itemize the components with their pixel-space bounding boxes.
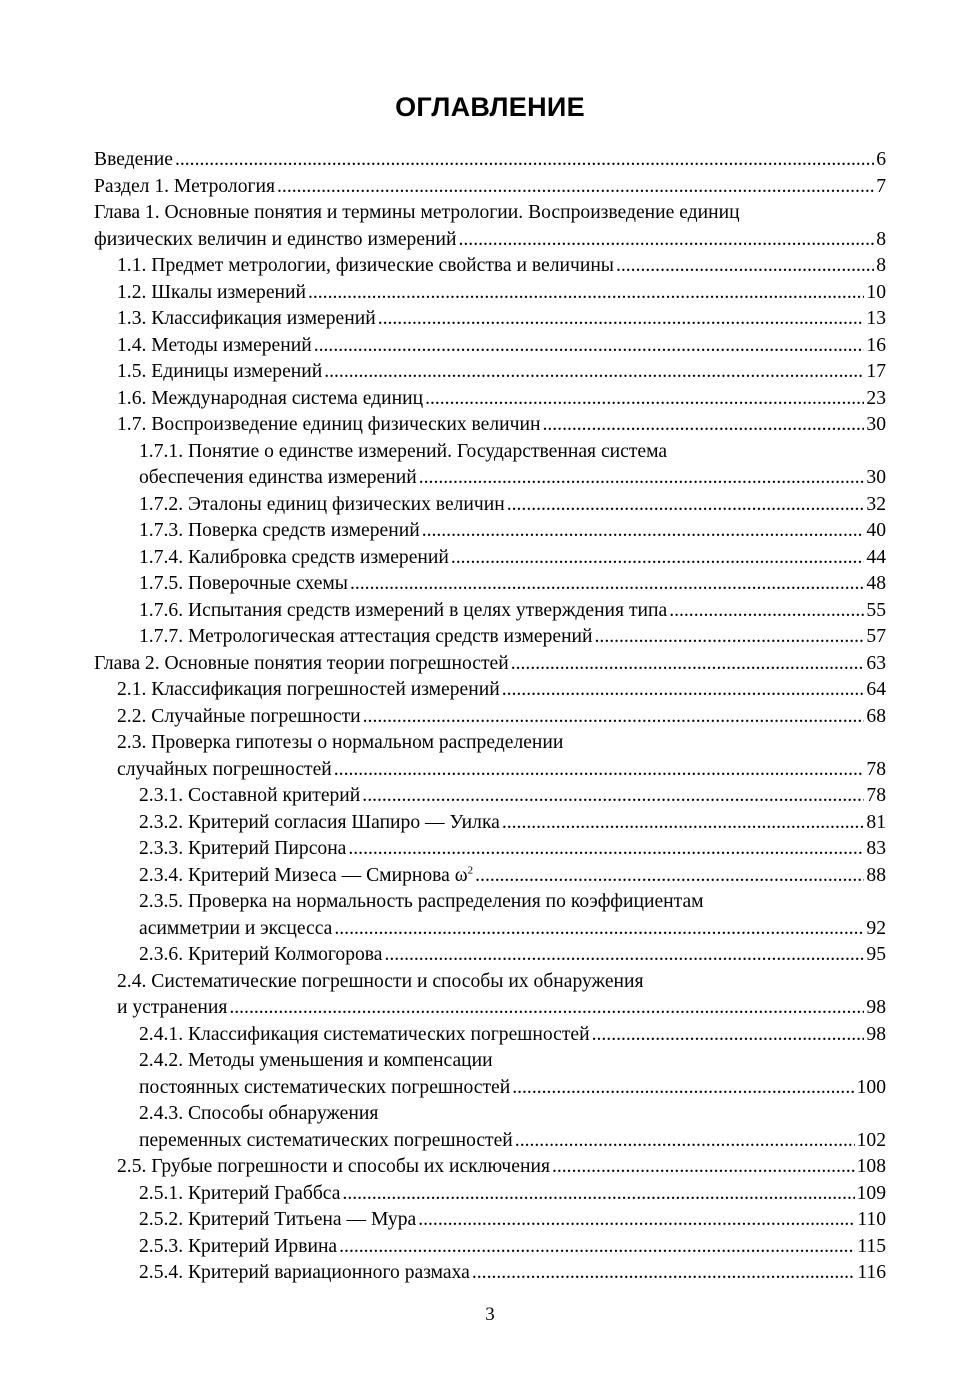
toc-entry-text: 2.5.1. Критерий Граббса bbox=[139, 1182, 341, 1204]
toc-entry-text: обеспечения единства измерений bbox=[139, 467, 417, 488]
toc-entry-text: 2.3.2. Критерий согласия Шапиро — Уилка bbox=[139, 811, 500, 833]
toc-entry-line[interactable] bbox=[94, 677, 886, 704]
toc-entry-line[interactable] bbox=[94, 386, 886, 413]
toc-entry-text: физических величин и единство измерений bbox=[94, 228, 457, 250]
toc-entry-line[interactable] bbox=[94, 227, 886, 254]
dot-leader bbox=[507, 492, 865, 519]
toc-entry[interactable] bbox=[94, 439, 886, 492]
dot-leader bbox=[552, 1154, 855, 1181]
toc-entry[interactable] bbox=[94, 783, 886, 810]
toc-entry-line[interactable] bbox=[94, 1260, 886, 1287]
toc-page-number: 7 bbox=[876, 175, 886, 197]
toc-entry-text: 1.2. Шкалы измерений bbox=[117, 281, 306, 303]
toc-entry-line[interactable] bbox=[94, 1234, 886, 1261]
toc-entry[interactable] bbox=[94, 598, 886, 625]
toc-entry-text: асимметрии и эксцесса bbox=[139, 917, 333, 939]
toc-entry-text: 2.4.1. Классификация систематических погрешностей bbox=[139, 1023, 590, 1045]
toc-entry-line[interactable] bbox=[94, 757, 886, 784]
toc-entry-text: 2.3.3. Критерий Пирсона bbox=[139, 838, 347, 859]
dot-leader bbox=[451, 545, 865, 572]
toc-entry-line[interactable] bbox=[94, 147, 886, 174]
toc-entry-text: 2.3. Проверка гипотезы о нормальном распределении bbox=[117, 732, 564, 753]
toc-entry-line[interactable] bbox=[94, 1022, 886, 1049]
toc-entry-text: 1.5. Единицы измерений bbox=[117, 361, 323, 382]
dot-leader bbox=[475, 863, 864, 890]
toc-page-number: 78 bbox=[866, 785, 886, 806]
toc-entry-text: 1.7.2. Эталоны единиц физических величин bbox=[139, 493, 505, 515]
dot-leader bbox=[669, 598, 864, 625]
dot-leader bbox=[515, 1128, 855, 1155]
dot-leader bbox=[616, 253, 874, 280]
toc-entry-heading-line bbox=[94, 1101, 886, 1128]
toc-entry-line[interactable] bbox=[94, 995, 886, 1022]
dot-leader bbox=[385, 942, 865, 969]
toc-entry-heading-line bbox=[94, 889, 886, 916]
toc-entry-text: 1.7.3. Поверка средств измерений bbox=[139, 520, 420, 541]
toc-page-number: 55 bbox=[866, 599, 886, 621]
toc-entry-text: 2.3.6. Критерий Колмогорова bbox=[139, 944, 383, 965]
toc-page-number: 109 bbox=[856, 1182, 886, 1204]
dot-leader bbox=[425, 386, 864, 413]
toc-entry-heading-line bbox=[94, 969, 886, 996]
dot-leader bbox=[314, 333, 865, 360]
toc-entry[interactable] bbox=[94, 969, 886, 1022]
dot-leader bbox=[592, 1022, 865, 1049]
toc-entry-text: 2.5.3. Критерий Ирвина bbox=[139, 1235, 338, 1257]
toc-entry-line[interactable] bbox=[94, 545, 886, 572]
toc-entry[interactable] bbox=[94, 624, 886, 651]
dot-leader bbox=[511, 651, 865, 678]
toc-entry-line[interactable] bbox=[94, 651, 886, 678]
toc-page-number: 30 bbox=[866, 467, 886, 488]
dot-leader bbox=[334, 757, 865, 784]
toc-entry-line[interactable] bbox=[94, 836, 886, 863]
toc-entry-text: 2.5. Грубые погрешности и способы их исключения bbox=[117, 1156, 550, 1177]
toc-entry-text: 2.4. Систематические погрешности и способы их обнаружения bbox=[117, 970, 644, 992]
toc-page-number: 115 bbox=[857, 1235, 886, 1257]
toc-page-number: 98 bbox=[866, 997, 886, 1018]
dot-leader bbox=[595, 624, 865, 651]
toc-entry[interactable] bbox=[94, 1048, 886, 1101]
toc-entry-text: 2.1. Классификация погрешностей измерений bbox=[117, 679, 500, 700]
toc-entry-heading-line bbox=[94, 730, 886, 757]
toc-entry-line[interactable] bbox=[94, 863, 886, 890]
toc-page-number: 92 bbox=[866, 917, 886, 939]
toc-page-number: 40 bbox=[866, 520, 886, 541]
toc-entry-text: переменных систематических погрешностей bbox=[139, 1129, 513, 1151]
toc-entry[interactable] bbox=[94, 545, 886, 572]
toc-entry[interactable] bbox=[94, 200, 886, 253]
toc-page-number: 8 bbox=[876, 255, 886, 276]
toc-page-number: 68 bbox=[866, 705, 886, 727]
toc-page-number: 95 bbox=[866, 944, 886, 965]
toc-page-number: 16 bbox=[866, 334, 886, 356]
toc-page-number: 10 bbox=[866, 281, 886, 303]
toc-entry-line[interactable] bbox=[94, 465, 886, 492]
toc-entry-line[interactable] bbox=[94, 571, 886, 598]
toc-entry[interactable] bbox=[94, 571, 886, 598]
toc-page-number: 108 bbox=[856, 1156, 886, 1177]
dot-leader bbox=[308, 280, 864, 307]
toc-entry[interactable] bbox=[94, 280, 886, 307]
toc-entry-line[interactable] bbox=[94, 916, 886, 943]
toc-entry-heading-line bbox=[94, 439, 886, 466]
toc-entry-line[interactable] bbox=[94, 942, 886, 969]
dot-leader bbox=[472, 1260, 855, 1287]
toc-entry[interactable] bbox=[94, 677, 886, 704]
dot-leader bbox=[502, 810, 865, 837]
dot-leader bbox=[419, 465, 865, 492]
toc-entry[interactable] bbox=[94, 863, 886, 890]
toc-page-number: 30 bbox=[866, 414, 886, 435]
toc-page-number: 8 bbox=[876, 228, 886, 250]
toc-page-number: 13 bbox=[866, 308, 886, 329]
toc-entry-text: 1.4. Методы измерений bbox=[117, 334, 312, 356]
toc-entry-text: 1.7.4. Калибровка средств измерений bbox=[139, 546, 449, 568]
toc-page-number: 78 bbox=[866, 758, 886, 780]
toc-entry-line[interactable] bbox=[94, 1207, 886, 1234]
dot-leader bbox=[362, 783, 864, 810]
toc-entry[interactable] bbox=[94, 1260, 886, 1287]
toc-entry-text: постоянных систематических погрешностей bbox=[139, 1076, 511, 1098]
toc-entry[interactable] bbox=[94, 1154, 886, 1181]
dot-leader bbox=[459, 227, 875, 254]
toc-page-number: 98 bbox=[866, 1023, 886, 1045]
toc-entry[interactable] bbox=[94, 253, 886, 280]
toc-entry-text: 1.7.7. Метрологическая аттестация средств измерений bbox=[139, 626, 593, 647]
toc-entry[interactable] bbox=[94, 1181, 886, 1208]
toc-entry-text: Введение bbox=[94, 149, 173, 170]
toc-entry[interactable] bbox=[94, 942, 886, 969]
dot-leader bbox=[324, 359, 864, 386]
toc-entry-line[interactable] bbox=[94, 810, 886, 837]
toc-entry-text: 2.2. Случайные погрешности bbox=[117, 705, 361, 727]
toc-entry[interactable] bbox=[94, 810, 886, 837]
dot-leader bbox=[542, 412, 864, 439]
toc-page-number: 110 bbox=[857, 1209, 886, 1230]
dot-leader bbox=[342, 1181, 854, 1208]
toc-entry-line[interactable] bbox=[94, 783, 886, 810]
toc-page-number: 23 bbox=[866, 387, 886, 409]
toc-page-number: 83 bbox=[866, 838, 886, 859]
toc-entry-line[interactable] bbox=[94, 518, 886, 545]
toc-page-number: 44 bbox=[866, 546, 886, 568]
dot-leader bbox=[418, 1207, 855, 1234]
toc-page-number: 81 bbox=[866, 811, 886, 833]
toc-page-number: 6 bbox=[876, 149, 886, 170]
toc-page-number: 57 bbox=[866, 626, 886, 647]
toc-entry[interactable] bbox=[94, 1207, 886, 1234]
toc-entry-line[interactable] bbox=[94, 306, 886, 333]
toc-page-number: 116 bbox=[857, 1262, 886, 1283]
toc-entry-text: Раздел 1. Метрология bbox=[94, 175, 276, 197]
toc-entry-line[interactable] bbox=[94, 253, 886, 280]
toc-entry[interactable] bbox=[94, 1101, 886, 1154]
toc-entry-line[interactable] bbox=[94, 1075, 886, 1102]
toc-entry-line[interactable] bbox=[94, 624, 886, 651]
toc-entry[interactable] bbox=[94, 651, 886, 678]
toc-entry-line[interactable] bbox=[94, 704, 886, 731]
toc-entry-text: 1.7.5. Поверочные схемы bbox=[139, 573, 348, 594]
toc-entry-text: 2.4.3. Способы обнаружения bbox=[139, 1103, 379, 1124]
toc-page-number: 64 bbox=[866, 679, 886, 700]
toc-entry-text: 2.3.5. Проверка на нормальность распределения по коэффициентам bbox=[139, 891, 704, 912]
toc-entry-text: 1.7.6. Испытания средств измерений в целях утверждения типа bbox=[139, 599, 668, 621]
toc-page-number: 100 bbox=[856, 1076, 886, 1098]
dot-leader bbox=[175, 147, 874, 174]
dot-leader bbox=[334, 916, 864, 943]
toc-entry-text: 2.5.2. Критерий Титьена — Мура bbox=[139, 1209, 417, 1230]
toc-entry-line[interactable] bbox=[94, 412, 886, 439]
toc-entry-heading-line bbox=[94, 1048, 886, 1075]
toc-entry-line[interactable] bbox=[94, 359, 886, 386]
dot-leader bbox=[348, 836, 864, 863]
toc-entry-heading-line bbox=[94, 200, 886, 227]
toc-entry[interactable] bbox=[94, 730, 886, 783]
toc-entry-line[interactable] bbox=[94, 598, 886, 625]
toc-entry-text: 2.3.1. Составной критерий bbox=[139, 785, 361, 806]
toc-entry[interactable] bbox=[94, 306, 886, 333]
toc-entry-text: случайных погрешностей bbox=[117, 758, 332, 780]
dot-leader bbox=[502, 677, 865, 704]
toc-entry-line[interactable] bbox=[94, 1154, 886, 1181]
toc-entry[interactable] bbox=[94, 889, 886, 942]
dot-leader bbox=[378, 306, 865, 333]
dot-leader bbox=[422, 518, 865, 545]
superscript: 2 bbox=[467, 863, 474, 876]
toc-page-number: 32 bbox=[866, 493, 886, 515]
toc-entry-line[interactable] bbox=[94, 492, 886, 519]
toc-entry-text: 1.6. Международная система единиц bbox=[117, 387, 424, 409]
toc-entry[interactable] bbox=[94, 704, 886, 731]
toc-entry-line[interactable] bbox=[94, 333, 886, 360]
toc-entry[interactable] bbox=[94, 147, 886, 174]
dot-leader bbox=[229, 995, 864, 1022]
toc-page-number: 102 bbox=[856, 1129, 886, 1151]
table-of-contents bbox=[94, 147, 886, 1287]
toc-entry-text: Глава 1. Основные понятия и термины метрологии. Воспроизведение единиц bbox=[94, 202, 740, 223]
toc-page-number: 48 bbox=[866, 573, 886, 594]
dot-leader bbox=[512, 1075, 854, 1102]
toc-entry[interactable] bbox=[94, 333, 886, 360]
toc-page-number: 17 bbox=[866, 361, 886, 382]
toc-entry-line[interactable] bbox=[94, 280, 886, 307]
toc-entry[interactable] bbox=[94, 1022, 886, 1049]
toc-entry-text: 1.3. Классификация измерений bbox=[117, 308, 376, 329]
page-number: 3 bbox=[485, 1304, 495, 1325]
toc-page-number: 63 bbox=[866, 652, 886, 674]
toc-entry-text: 2.4.2. Методы уменьшения и компенсации bbox=[139, 1050, 493, 1071]
toc-entry[interactable] bbox=[94, 492, 886, 519]
toc-entry-text: 2.3.4. Критерий Мизеса — Смирнова $\omega^2$ bbox=[139, 863, 474, 886]
toc-entry[interactable] bbox=[94, 386, 886, 413]
toc-entry-text: и устранения bbox=[117, 997, 228, 1018]
toc-entry-text: Глава 2. Основные понятия теории погрешностей bbox=[94, 652, 509, 674]
dot-leader bbox=[363, 704, 865, 731]
toc-entry[interactable] bbox=[94, 359, 886, 386]
toc-entry-text: 1.1. Предмет метрологии, физические свойства и величины bbox=[117, 255, 614, 276]
toc-entry[interactable] bbox=[94, 836, 886, 863]
toc-entry-text: 2.5.4. Критерий вариационного размаха bbox=[139, 1262, 470, 1283]
dot-leader bbox=[339, 1234, 855, 1261]
toc-entry-line[interactable] bbox=[94, 1128, 886, 1155]
page-title: ОГЛАВЛЕНИЕ bbox=[395, 92, 585, 122]
dot-leader bbox=[350, 571, 864, 598]
toc-entry[interactable] bbox=[94, 1234, 886, 1261]
toc-entry[interactable] bbox=[94, 412, 886, 439]
toc-entry-text: 1.7.1. Понятие о единстве измерений. Государственная система bbox=[139, 440, 668, 462]
dot-leader bbox=[277, 174, 874, 201]
toc-page-number: 88 bbox=[866, 864, 886, 886]
toc-entry-text: 1.7. Воспроизведение единиц физических величин bbox=[117, 414, 541, 435]
toc-entry[interactable] bbox=[94, 518, 886, 545]
toc-entry-line[interactable] bbox=[94, 174, 886, 201]
toc-entry[interactable] bbox=[94, 174, 886, 201]
toc-entry-line[interactable] bbox=[94, 1181, 886, 1208]
